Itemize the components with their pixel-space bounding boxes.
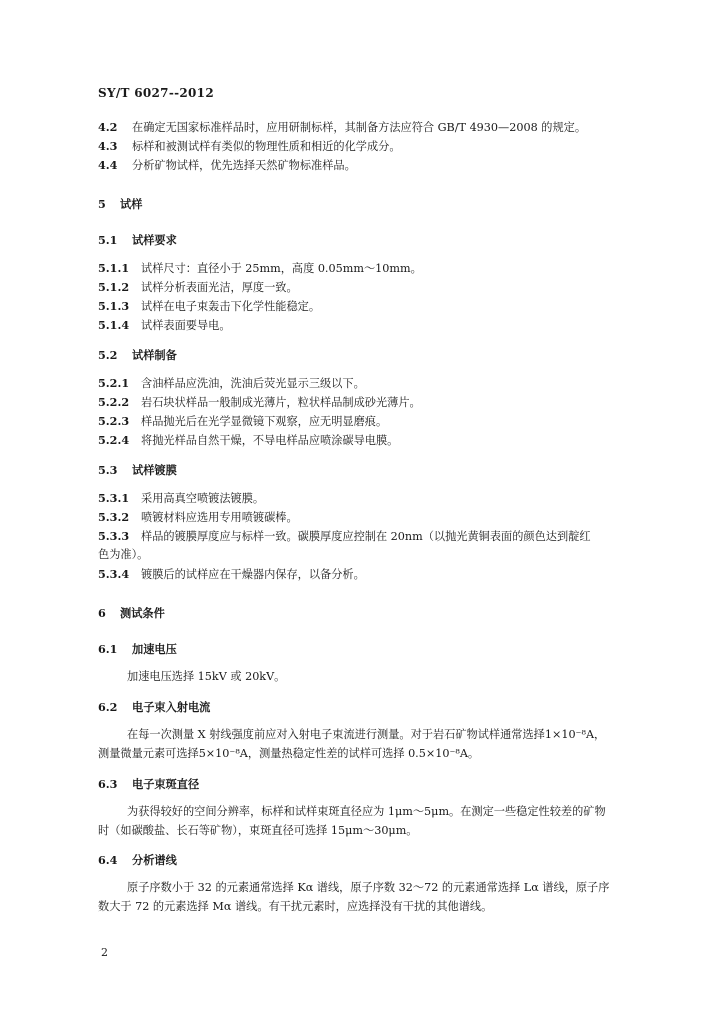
document-id: SY/T 6027--2012 [98, 86, 214, 100]
clause-text: 喷镀材料应选用专用喷镀碳棒。 [141, 511, 298, 524]
paragraph-6-4-line1: 原子序数小于 32 的元素通常选择 Kα 谱线，原子序数 32～72 的元素通常选择 Lα 谱线，原子序 [127, 881, 610, 894]
section-5-2-heading [98, 348, 177, 362]
section-number: 6 [98, 606, 106, 620]
section-number: 6.3 [98, 777, 118, 791]
clause-text: 将抛光样品自然干燥，不导电样品应喷涂碳导电膜。 [141, 434, 399, 447]
clause-number: 4.2 [98, 120, 118, 134]
clause-text: 试样尺寸：直径小于 25mm，高度 0.05mm～10mm。 [141, 262, 422, 275]
clause-5-3-2 [98, 510, 298, 525]
clause-number: 5.2.1 [98, 376, 130, 390]
clause-text: 试样分析表面光洁，厚度一致。 [141, 281, 298, 294]
clause-number: 5.3.3 [98, 529, 130, 543]
clause-5-2-2 [98, 395, 421, 410]
section-number: 6.2 [98, 700, 118, 714]
clause-number: 5.3.4 [98, 567, 130, 581]
section-5-heading [98, 197, 142, 211]
section-title: 试样 [120, 197, 143, 211]
clause-5-3-3 [98, 529, 591, 544]
section-number: 6.1 [98, 642, 118, 656]
section-title: 分析谱线 [132, 853, 177, 867]
clause-text: 试样在电子束轰击下化学性能稳定。 [141, 300, 321, 313]
section-title: 测试条件 [120, 606, 165, 620]
section-6-1-heading [98, 642, 177, 656]
clause-5-1-2 [98, 280, 298, 295]
section-number: 5 [98, 197, 106, 211]
section-number: 5.1 [98, 233, 118, 247]
clause-4-4 [98, 158, 356, 173]
paragraph-6-4-line2: 数大于 72 的元素选择 Mα 谱线。有干扰元素时，应选择没有干扰的其他谱线。 [98, 900, 493, 913]
paragraph-6-3-line1: 为获得较好的空间分辨率，标样和试样束斑直径应为 1μm～5μm。在测定一些稳定性较差的矿物 [127, 805, 606, 818]
clause-5-3-4 [98, 567, 365, 582]
clause-4-2 [98, 120, 586, 135]
section-6-heading [98, 606, 165, 620]
clause-number: 5.1.4 [98, 318, 130, 332]
section-6-3-heading [98, 777, 199, 791]
clause-number: 4.4 [98, 158, 118, 172]
clause-5-2-4 [98, 433, 398, 448]
section-6-2-heading [98, 700, 210, 714]
clause-text: 岩石块状样品一般制成光薄片，粒状样品制成砂光薄片。 [141, 396, 421, 409]
clause-number: 5.3.2 [98, 510, 130, 524]
clause-text: 样品的镀膜厚度应与标样一致。碳膜厚度应控制在 20nm（以抛光黄铜表面的颜色达到靛红 [141, 530, 591, 543]
section-title: 试样要求 [132, 233, 177, 247]
paragraph-6-3-line2: 时（如碳酸盐、长石等矿物），束斑直径可选择 15μm～30μm。 [98, 824, 418, 837]
section-number: 6.4 [98, 853, 118, 867]
clause-5-1-3 [98, 299, 320, 314]
clause-5-2-3 [98, 414, 387, 429]
paragraph-6-2-line2: 测量微量元素可选择5×10⁻⁸A，测量热稳定性差的试样可选择 0.5×10⁻⁸A。 [98, 747, 480, 760]
clause-number: 5.2.3 [98, 414, 130, 428]
clause-5-3-1 [98, 491, 264, 506]
section-title: 加速电压 [132, 642, 177, 656]
clause-text: 试样表面要导电。 [141, 319, 231, 332]
clause-number: 5.2.4 [98, 433, 130, 447]
paragraph-6-2-line1: 在每一次测量 X 射线强度前应对入射电子束流进行测量。对于岩石矿物试样通常选择1×10⁻⁸A， [127, 728, 606, 741]
section-number: 5.3 [98, 463, 118, 477]
clause-text: 在确定无国家标准样品时，应用研制标样，其制备方法应符合 GB/T 4930—2008 的规定。 [132, 121, 587, 134]
clause-text: 含油样品应洗油，洗油后荧光显示三级以下。 [141, 377, 365, 390]
clause-5-3-3-continued: 色为准）。 [98, 548, 149, 561]
clause-number: 5.1.2 [98, 280, 130, 294]
section-title: 试样制备 [132, 348, 177, 362]
section-title: 试样镀膜 [132, 463, 177, 477]
clause-text: 分析矿物试样，优先选择天然矿物标准样品。 [132, 159, 356, 172]
clause-text: 标样和被测试样有类似的物理性质和相近的化学成分。 [132, 140, 401, 153]
section-6-4-heading [98, 853, 177, 867]
clause-number: 5.2.2 [98, 395, 130, 409]
paragraph-6-1: 加速电压选择 15kV 或 20kV。 [127, 670, 286, 683]
section-title: 电子束斑直径 [132, 777, 200, 791]
section-number: 5.2 [98, 348, 118, 362]
clause-text: 样品抛光后在光学显微镜下观察，应无明显磨痕。 [141, 415, 388, 428]
clause-number: 5.3.1 [98, 491, 130, 505]
section-5-3-heading [98, 463, 177, 477]
clause-number: 5.1.1 [98, 261, 130, 275]
clause-text: 采用高真空喷镀法镀膜。 [141, 492, 265, 505]
clause-number: 4.3 [98, 139, 118, 153]
clause-5-2-1 [98, 376, 365, 391]
page-number: 2 [101, 946, 108, 959]
section-5-1-heading [98, 233, 177, 247]
clause-5-1-1 [98, 261, 422, 276]
section-title: 电子束入射电流 [132, 700, 211, 714]
clause-text: 镀膜后的试样应在干燥器内保存，以备分析。 [141, 568, 365, 581]
clause-5-1-4 [98, 318, 231, 333]
clause-number: 5.1.3 [98, 299, 130, 313]
clause-4-3 [98, 139, 401, 154]
